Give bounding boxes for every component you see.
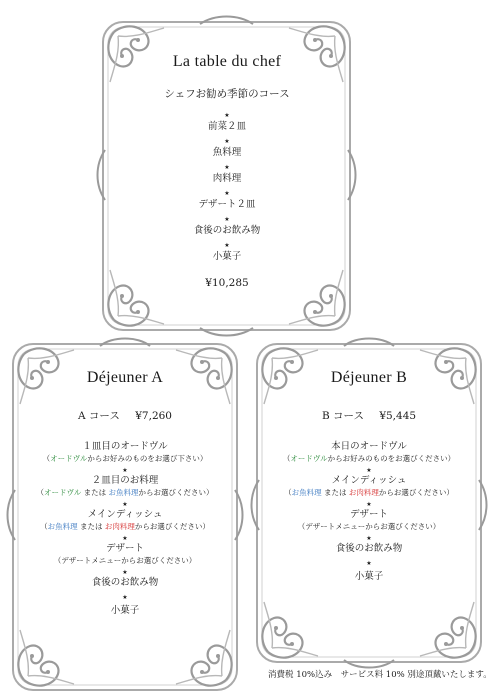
star-icon: ★ <box>224 190 230 197</box>
star-icon: ★ <box>122 467 128 474</box>
top-menu-item: 前菜２皿 <box>207 121 246 132</box>
menu-b-course-price: ¥5,445 <box>379 410 417 422</box>
menu-a-note: （オードヴルからお好みのものをお選び下さい） <box>42 454 208 463</box>
menu-b-course <box>269 408 469 423</box>
tax-service-note: 消費税 10%込み サービス料 10% 別途頂戴いたします。 <box>268 670 492 680</box>
star-icon: ★ <box>122 501 128 508</box>
star-icon: ★ <box>122 535 128 542</box>
menu-b-note: （オードヴルからお好みのものをお選びください） <box>282 454 456 463</box>
top-menu-price: ¥10,285 <box>205 277 249 289</box>
menu-b-title: Déjeuner B <box>330 369 408 386</box>
menu-b-item: デザート <box>349 509 388 520</box>
menu-a-note: （オードヴル または お魚料理からお選びください） <box>36 488 214 497</box>
menu-b <box>269 366 469 583</box>
menu-b-note: （デザートメニューからお選びください） <box>297 522 441 531</box>
star-icon: ★ <box>224 164 230 171</box>
menu-a-item: １皿目のオードヴル <box>82 441 168 452</box>
top-menu-item: 食後のお飲み物 <box>193 225 261 236</box>
menu-b-item: メインディッシュ <box>331 475 407 486</box>
menu-b-note: （お魚料理 または お肉料理からお選びください） <box>284 488 454 497</box>
menu-a-item: ２皿目のお料理 <box>91 475 159 486</box>
top-menu-title: La table du chef <box>172 53 282 70</box>
menu-a <box>25 366 225 617</box>
top-menu-item: 肉料理 <box>212 173 242 184</box>
star-icon: ★ <box>224 242 230 249</box>
menu-a-note: （お魚料理 または お肉料理からお選びください） <box>40 522 210 531</box>
star-icon: ★ <box>224 112 230 119</box>
star-icon: ★ <box>366 467 372 474</box>
menu-a-item: 食後のお飲み物 <box>91 577 159 588</box>
menu-b-item: 本日のオードヴル <box>331 441 407 452</box>
star-icon: ★ <box>122 594 128 601</box>
star-icon: ★ <box>366 560 372 567</box>
menu-a-course-price: ¥7,260 <box>135 410 172 422</box>
star-icon: ★ <box>366 535 372 542</box>
menu-b-item: 小菓子 <box>354 571 384 582</box>
top-menu-item: 魚料理 <box>212 147 242 158</box>
top-menu-subtitle: シェフお勧め季節のコース <box>164 88 290 100</box>
star-icon: ★ <box>366 501 372 508</box>
menu-a-course <box>25 408 225 423</box>
star-icon: ★ <box>224 138 230 145</box>
menu-b-item: 食後のお飲み物 <box>335 543 403 554</box>
star-icon: ★ <box>122 569 128 576</box>
menu-a-title: Déjeuner A <box>86 369 164 386</box>
star-icon: ★ <box>224 216 230 223</box>
menu-a-note: （デザートメニューからお選びください） <box>53 556 197 565</box>
menu-a-item: 小菓子 <box>110 605 140 616</box>
top-menu <box>127 50 327 289</box>
menu-a-item: メインディッシュ <box>87 509 163 520</box>
menu-a-item: デザート <box>105 543 144 554</box>
menu-b-course-label: B コース <box>321 410 364 422</box>
menu-a-course-label: A コース <box>78 410 120 422</box>
top-menu-item: デザート２皿 <box>198 199 256 210</box>
top-menu-item: 小菓子 <box>212 251 242 262</box>
